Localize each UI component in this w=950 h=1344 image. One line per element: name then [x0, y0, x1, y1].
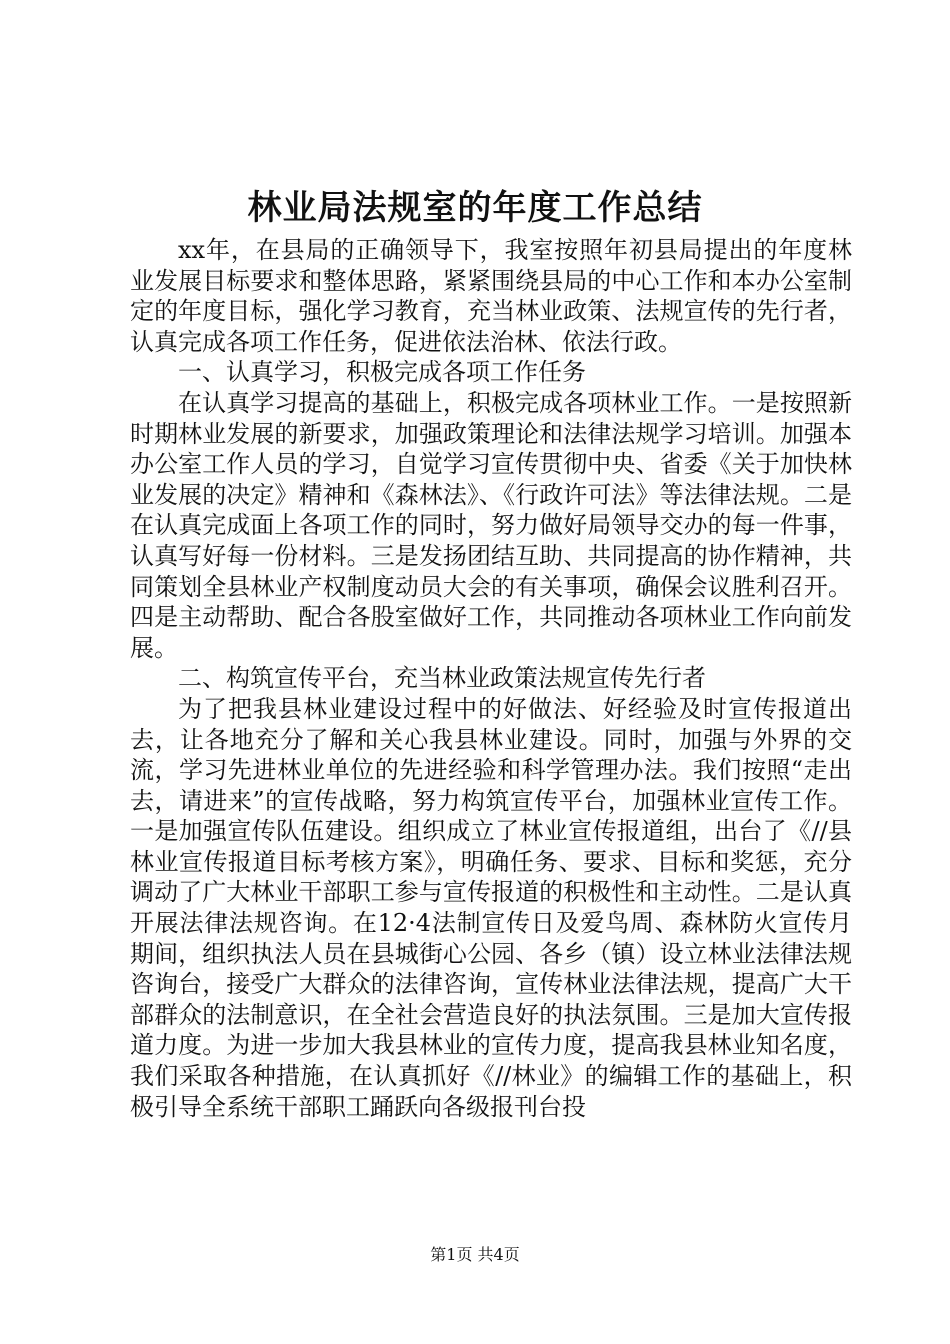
page-number-footer: 第1页 共4页	[430, 1245, 520, 1264]
intro-paragraph: xx年，在县局的正确领导下，我室按照年初县局提出的年度林业发展目标要求和整体思路，紧紧围绕县局的中心工作和本办公室制定的年度目标，强化学习教育，充当林业政策、法规宣传的先行者，认真完成各项工作任务，促进依法治林、依法行政。	[130, 236, 852, 356]
document-title: 林业局法规室的年度工作总结	[247, 188, 703, 228]
section-heading-1: 一、认真学习，积极完成各项工作任务	[178, 358, 586, 387]
document-body	[130, 235, 852, 1122]
section-1-paragraph: 在认真学习提高的基础上，积极完成各项林业工作。一是按照新时期林业发展的新要求，加强政策理论和法律法规学习培训。加强本办公室工作人员的学习，自觉学习宣传贯彻中央、省委《关于加快林业发展的决定》精神和《森林法》、《行政许可法》等法律法规。二是在认真完成面上各项工作的同时，努力做好局领导交办的每一件事，认真写好每一份材料。三是发扬团结互助、共同提高的协作精神，共同策划全县林业产权制度动员大会的有关事项，确保会议胜利召开。四是主动帮助、配合各股室做好工作，共同推动各项林业工作向前发展。	[130, 388, 852, 662]
section-heading-2: 二、构筑宣传平台，充当林业政策法规宣传先行者	[178, 664, 706, 693]
section-2-paragraph: 为了把我县林业建设过程中的好做法、好经验及时宣传报道出去，让各地充分了解和关心我县林业建设。同时，加强与外界的交流，学习先进林业单位的先进经验和科学管理办法。我们按照“走出去，请进来”的宣传战略，努力构筑宣传平台，加强林业宣传工作。一是加强宣传队伍建设。组织成立了林业宣传报道组，出台了《//县林业宣传报道目标考核方案》，明确任务、要求、目标和奖惩，充分调动了广大林业干部职工参与宣传报道的积极性和主动性。二是认真开展法律法规咨询。在12·4法制宣传日及爱鸟周、森林防火宣传月期间，组织执法人员在县城街心公园、各乡（镇）设立林业法律法规咨询台，接受广大群众的法律咨询，宣传林业法律法规，提高广大干部群众的法制意识，在全社会营造良好的执法氛围。三是加大宣传报道力度。为进一步加大我县林业的宣传力度，提高我县林业知名度，我们采取各种措施，在认真抓好《//林业》的编辑工作的基础上，积极引导全系统干部职工踊跃向各级报刊台投	[130, 694, 852, 1121]
